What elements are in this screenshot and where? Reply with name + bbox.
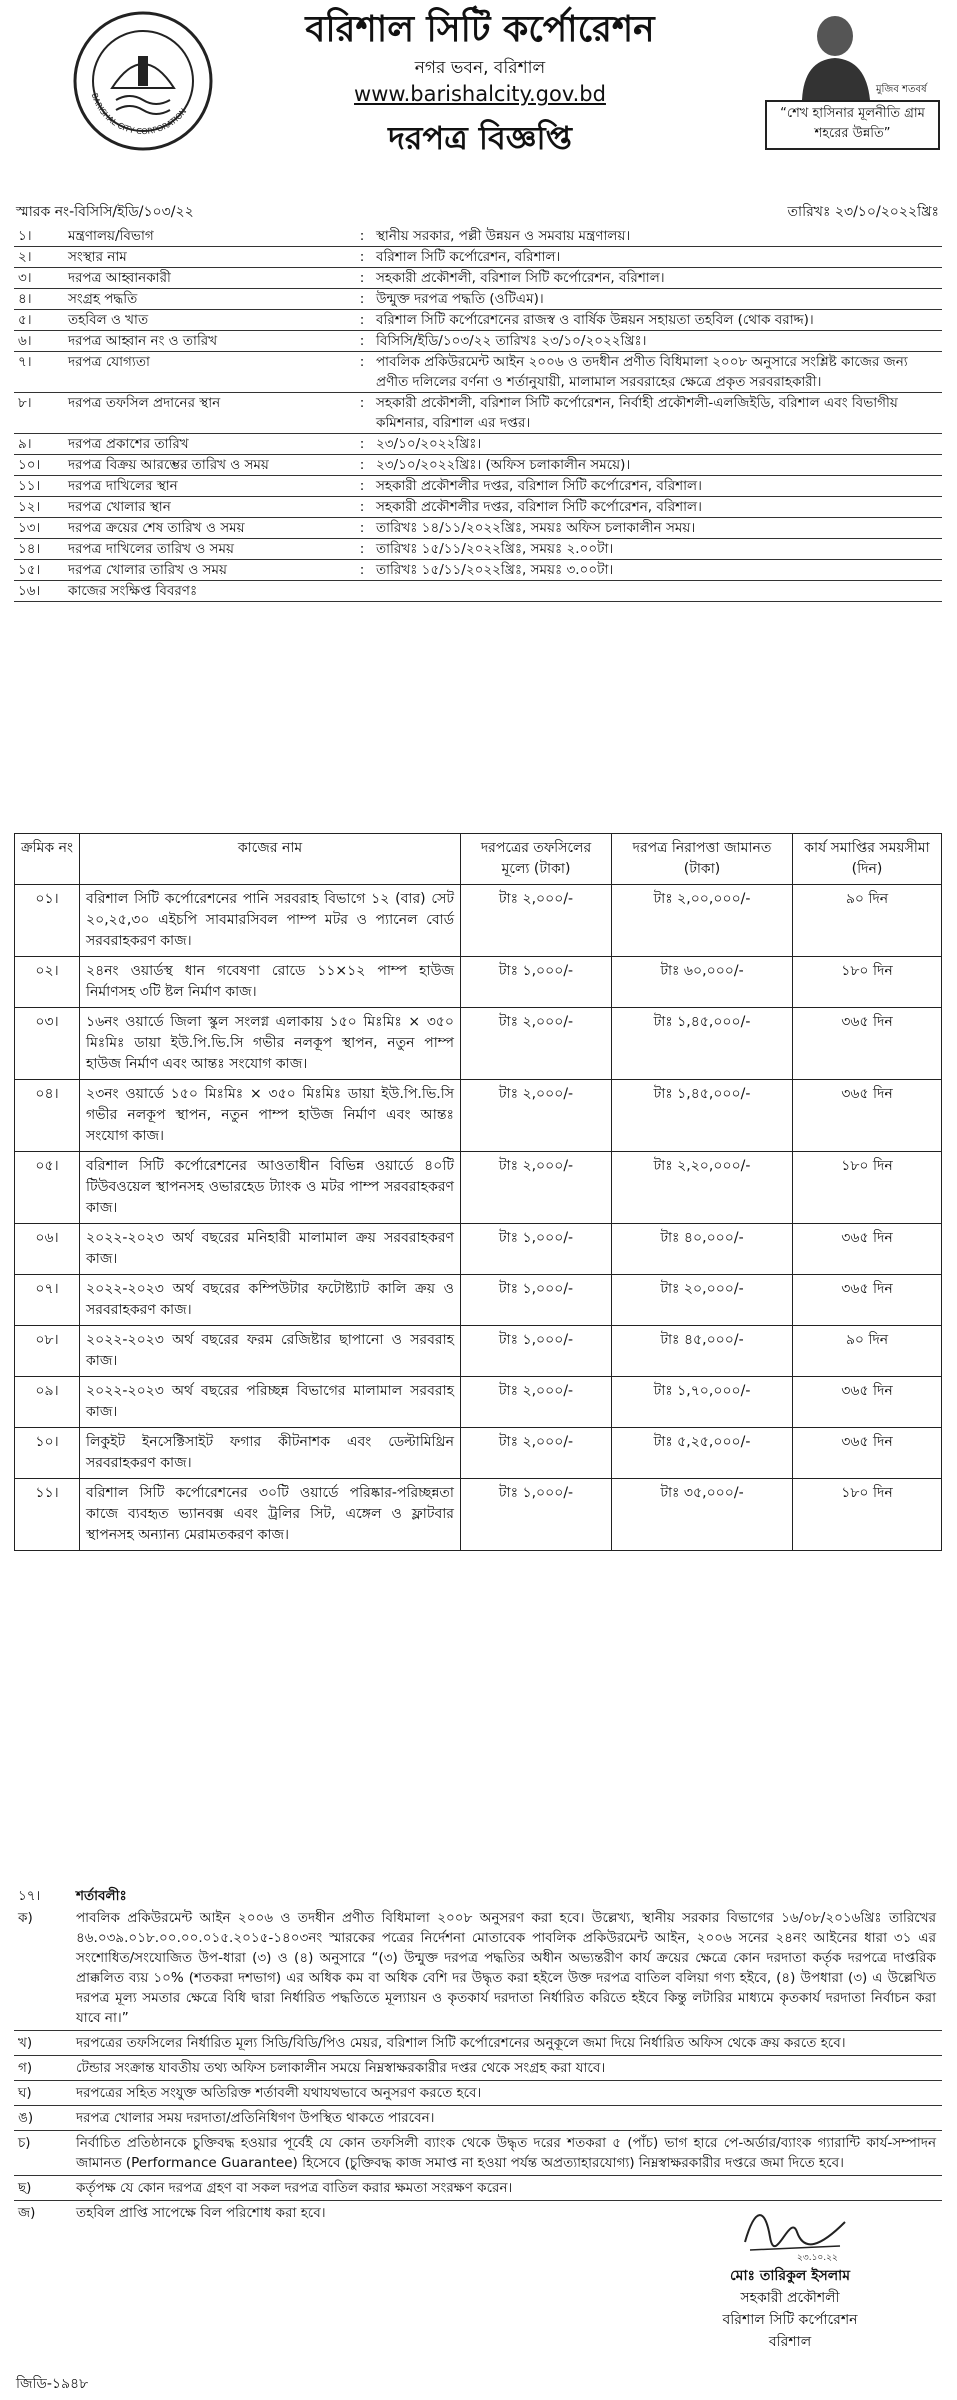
condition-marker: জ) xyxy=(18,2205,36,2221)
info-row: ১৫। দরপত্র খোলার তারিখ ও সময় : তারিখঃ ১৫/১১/২০২২খ্রিঃ, সময়ঃ ৩.০০টা। xyxy=(14,560,942,581)
info-row: ২। সংস্থার নাম : বরিশাল সিটি কর্পোরেশন, বরিশাল। xyxy=(14,247,942,268)
info-number: ৯। xyxy=(18,436,32,452)
cell-serial: ০৪। xyxy=(15,1080,80,1152)
cell-security: টাঃ ১,৪৫,০০০/- xyxy=(612,1008,793,1080)
table-row xyxy=(15,1428,942,1479)
cell-security: টাঃ ৪৫,০০০/- xyxy=(612,1326,793,1377)
info-number: ৫। xyxy=(18,312,32,328)
city-corporation-logo xyxy=(72,10,214,152)
info-row: ৬। দরপত্র আহ্বান নং ও তারিখ : বিসিসি/ইডি/১০৩/২২ তারিখঃ ২৩/১০/২০২২খ্রিঃ। xyxy=(14,331,942,352)
website-link[interactable]: www.barishalcity.gov.bd xyxy=(354,82,606,106)
table-row xyxy=(15,1479,942,1551)
cell-time: ৩৬৫ দিন xyxy=(793,1008,942,1080)
cell-security: টাঃ ২,২০,০০০/- xyxy=(612,1152,793,1224)
info-number: ৬। xyxy=(18,333,32,349)
condition-marker: চ) xyxy=(18,2135,31,2151)
condition-text: কর্তৃপক্ষ যে কোন দরপত্র গ্রহণ বা সকল দরপত্র বাতিল করার ক্ষমতা সংরক্ষণ করেন। xyxy=(76,2180,513,2196)
svg-text:BARISHAL CITY CORPORATION: BARISHAL CITY CORPORATION xyxy=(89,92,189,137)
cell-work-name: ২৩নং ওয়ার্ডে ১৫০ মিঃমিঃ × ৩৫০ মিঃমিঃ ডায়া ইউ.পি.ভি.সি গভীর নলকূপ স্থাপন, নতুন পাম্প হাউজ নির্মাণ এবং আন্তঃ সংযোগ কাজ। xyxy=(80,1080,461,1152)
conditions-title: শর্তাবলীঃ xyxy=(76,1888,127,1904)
info-row: ১০। দরপত্র বিক্রয় আরম্ভের তারিখ ও সময় : ২৩/১০/২০২২খ্রিঃ। (অফিস চলাকালীন সময়ে)। xyxy=(14,455,942,476)
info-label: দরপত্র খোলার স্থান xyxy=(68,499,171,515)
cell-serial: ০৯। xyxy=(15,1377,80,1428)
cell-time: ৩৬৫ দিন xyxy=(793,1080,942,1152)
info-label: কাজের সংক্ষিপ্ত বিবরণঃ xyxy=(68,583,198,599)
conditions-heading xyxy=(14,1886,942,1906)
signature-block xyxy=(650,2265,930,2353)
info-number: ১৫। xyxy=(18,562,41,578)
cell-security: টাঃ ৫,২৫,০০০/- xyxy=(612,1428,793,1479)
memo-date: তারিখঃ ২৩/১০/২০২২খ্রিঃ xyxy=(787,204,939,220)
info-number: ১১। xyxy=(18,478,41,494)
info-row: ৯। দরপত্র প্রকাশের তারিখ : ২৩/১০/২০২২খ্রিঃ। xyxy=(14,434,942,455)
cell-security: টাঃ ২০,০০০/- xyxy=(612,1275,793,1326)
info-value: স্থানীয় সরকার, পল্লী উন্নয়ন ও সমবায় মন্ত্রণালয়। xyxy=(376,228,631,244)
info-row: ১৩। দরপত্র ক্রয়ের শেষ তারিখ ও সময় : তারিখঃ ১৪/১১/২০২২খ্রিঃ, সময়ঃ অফিস চলাকালীন সময়। xyxy=(14,518,942,539)
cell-work-name: ২০২২-২০২৩ অর্থ বছরের পরিচ্ছন্ন বিভাগের মালামাল সরবরাহ কাজ। xyxy=(80,1377,461,1428)
svg-text:২৩.১০.২২: ২৩.১০.২২ xyxy=(797,2253,838,2263)
info-label: দরপত্র ক্রয়ের শেষ তারিখ ও সময় xyxy=(68,520,245,536)
cell-work-name: ২০২২-২০২৩ অর্থ বছরের মনিহারী মালামাল ক্রয় সরবরাহকরণ কাজ। xyxy=(80,1224,461,1275)
cell-fee: টাঃ ১,০০০/- xyxy=(461,957,612,1008)
cell-work-name: লিকুইট ইনসেক্টিসাইট ফগার কীটনাশক এবং ডেল্টামিথ্রিন সরবরাহকরণ কাজ। xyxy=(80,1428,461,1479)
notice-title: দরপত্র বিজ্ঞপ্তি xyxy=(388,119,572,157)
info-label: দরপত্র খোলার তারিখ ও সময় xyxy=(68,562,227,578)
info-value xyxy=(348,581,942,601)
condition-item xyxy=(14,2176,942,2201)
cell-security: টাঃ ১,৪৫,০০০/- xyxy=(612,1080,793,1152)
signatory-org: বরিশাল সিটি কর্পোরেশন xyxy=(722,2312,858,2328)
cell-fee: টাঃ ২,০০০/- xyxy=(461,1377,612,1428)
condition-marker: খ) xyxy=(18,2035,33,2051)
cell-fee: টাঃ ২,০০০/- xyxy=(461,1428,612,1479)
cell-work-name: বরিশাল সিটি কর্পোরেশনের ৩০টি ওয়ার্ডে পরিষ্কার-পরিচ্ছন্নতা কাজে ব্যবহৃত ভ্যানবক্স এবং ট্রলির সিট, এঙ্গেল ও ফ্লাটবার স্থাপনসহ অন্যান্য মেরামতকরণ কাজ। xyxy=(80,1479,461,1551)
info-value: তারিখঃ ১৪/১১/২০২২খ্রিঃ, সময়ঃ অফিস চলাকালীন সময়। xyxy=(376,520,696,536)
portrait-image xyxy=(790,8,927,100)
info-label: দরপত্র দাখিলের তারিখ ও সময় xyxy=(68,541,234,557)
condition-item xyxy=(14,2081,942,2106)
table-row xyxy=(15,1377,942,1428)
cell-fee: টাঃ ১,০০০/- xyxy=(461,1224,612,1275)
cell-work-name: বরিশাল সিটি কর্পোরেশনের আওতাধীন বিভিন্ন ওয়ার্ডে ৪০টি টিউবওয়েল স্থাপনসহ ওভারহেড ট্যাংক ও মটর পাম্প সরবরাহকরণ কাজ। xyxy=(80,1152,461,1224)
cell-fee: টাঃ ২,০০০/- xyxy=(461,1080,612,1152)
condition-text: টেন্ডার সংক্রান্ত যাবতীয় তথ্য অফিস চলাকালীন সময়ে নিম্নস্বাক্ষরকারীর দপ্তর থেকে সংগ্রহ করা যাবে। xyxy=(76,2060,606,2076)
table-row xyxy=(15,1080,942,1152)
info-row xyxy=(14,581,942,602)
signatory-name: মোঃ তারিকুল ইসলাম xyxy=(729,2268,851,2284)
cell-time: ৩৬৫ দিন xyxy=(793,1428,942,1479)
info-value: তারিখঃ ১৫/১১/২০২২খ্রিঃ, সময়ঃ ৩.০০টা। xyxy=(376,562,614,578)
info-row: ৮। দরপত্র তফসিল প্রদানের স্থান : সহকারী প্রকৌশলী, বরিশাল সিটি কর্পোরেশন, নির্বাহী প্রকৌশলী-এলজিইডি, বরিশাল এবং বিভাগীয় কমিশনার, বরিশাল এর দপ্তর। xyxy=(14,393,942,434)
cell-time: ৯০ দিন xyxy=(793,885,942,957)
signature-scribble xyxy=(735,2202,855,2262)
info-label: দরপত্র বিক্রয় আরম্ভের তারিখ ও সময় xyxy=(68,457,269,473)
cell-time: ১৮০ দিন xyxy=(793,1479,942,1551)
table-row xyxy=(15,1275,942,1326)
condition-item xyxy=(14,2106,942,2131)
cell-serial: ০২। xyxy=(15,957,80,1008)
col-schedule-fee: দরপত্রের তফসিলের মূল্যে (টাকা) xyxy=(461,834,612,885)
cell-work-name: ২০২২-২০২৩ অর্থ বছরের কম্পিউটার ফটোষ্ট্যাট কালি ক্রয় ও সরবরাহকরণ কাজ। xyxy=(80,1275,461,1326)
info-number: ১৪। xyxy=(18,541,41,557)
signatory-city: বরিশাল xyxy=(768,2334,812,2350)
info-label: সংস্থার নাম xyxy=(68,249,127,265)
tender-info-list xyxy=(14,226,942,602)
info-label: দরপত্র তফসিল প্রদানের স্থান xyxy=(68,395,221,411)
cell-serial: ০৩। xyxy=(15,1008,80,1080)
conditions-section xyxy=(14,1886,942,2225)
info-label: দরপত্র আহ্বান নং ও তারিখ xyxy=(68,333,218,349)
cell-time: ৩৬৫ দিন xyxy=(793,1224,942,1275)
info-row: ১২। দরপত্র খোলার স্থান : সহকারী প্রকৌশলীর দপ্তর, বরিশাল সিটি কর্পোরেশন, বরিশাল। xyxy=(14,497,942,518)
condition-text: পাবলিক প্রকিউরমেন্ট আইন ২০০৬ ও তদধীন প্রণীত বিধিমালা ২০০৮ অনুসরণ করা হবে। উল্লেখ্য, স্থানীয় সরকার বিভাগের ১৬/০৮/২০১৬খ্রিঃ তারিখের ৪৬.০৩৯.০১৮.০০.০০.০১৫.২০১৫-১৪০৩নং স্মারকের পত্রের নির্দেশনা মোতাবেক পাবলিক প্রকিউরমেন্ট আইন, ২০০৬ সনের ২৪নং আইনের ধারা ৩১ এর সংশোধিত/সংযোজিত উপ-ধারা (৩) ও (৪) অনুসারে “(৩) উন্মুক্ত দরপত্র পদ্ধতির অধীন অভ্যন্তরীণ কার্য ক্রয়ের ক্ষেত্রে কোন দরদাতা কর্তৃক দরপত্রে দাপ্তরিক প্রাক্কলিত ব্যয় ১০% (শতকরা দশভাগ) এর অধিক কম বা অধিক বেশি দর উদ্ধৃত করা হইলে উক্ত দরপত্র বাতিল বলিয়া গণ্য হইবে, (৪) উপধারা (৩) এ উল্লেখিত দরপত্র মূল্য সমতার ক্ষেত্রে বিধি দ্বারা নির্ধারিত পদ্ধতিতে মূল্যায়ন ও কৃতকার্য দরদাতা নির্ধারিত করিতে হইবে কিন্তু লটারির মাধ্যমে কৃতকার্য দরদাতা নির্বাচন করা যাবে না।” xyxy=(76,1910,936,2026)
condition-marker: ছ) xyxy=(18,2180,32,2196)
info-number: ১। xyxy=(18,228,32,244)
col-work-name: কাজের নাম xyxy=(80,834,461,885)
info-label: সংগ্রহ পদ্ধতি xyxy=(68,291,138,307)
info-row: ১৪। দরপত্র দাখিলের তারিখ ও সময় : তারিখঃ ১৫/১১/২০২২খ্রিঃ, সময়ঃ ২.০০টা। xyxy=(14,539,942,560)
cell-fee: টাঃ ১,০০০/- xyxy=(461,1326,612,1377)
info-label: দরপত্র প্রকাশের তারিখ xyxy=(68,436,189,452)
table-row xyxy=(15,1224,942,1275)
table-row xyxy=(15,885,942,957)
condition-item xyxy=(14,2131,942,2176)
cell-time: ১৮০ দিন xyxy=(793,1152,942,1224)
col-serial: ক্রমিক নং xyxy=(15,834,80,885)
cell-serial: ০৮। xyxy=(15,1326,80,1377)
info-value: বিসিসি/ইডি/১০৩/২২ তারিখঃ ২৩/১০/২০২২খ্রিঃ। xyxy=(376,333,647,349)
header-block xyxy=(260,6,700,160)
info-value: তারিখঃ ১৫/১১/২০২২খ্রিঃ, সময়ঃ ২.০০টা। xyxy=(376,541,614,557)
info-value: সহকারী প্রকৌশলী, বরিশাল সিটি কর্পোরেশন, বরিশাল। xyxy=(376,270,665,286)
cell-time: ৯০ দিন xyxy=(793,1326,942,1377)
info-row: ১১। দরপত্র দাখিলের স্থান : সহকারী প্রকৌশলীর দপ্তর, বরিশাল সিটি কর্পোরেশন, বরিশাল। xyxy=(14,476,942,497)
col-completion-time: কার্য সমাপ্তির সময়সীমা (দিন) xyxy=(793,834,942,885)
info-value: বরিশাল সিটি কর্পোরেশনের রাজস্ব ও বার্ষিক উন্নয়ন সহায়তা তহবিল (থোক বরাদ্দ)। xyxy=(376,312,814,328)
cell-security: টাঃ ৬০,০০০/- xyxy=(612,957,793,1008)
slogan-box: “শেখ হাসিনার মূলনীতি গ্রাম শহরের উন্নতি” xyxy=(765,100,940,150)
condition-text: দরপত্রের তফসিলের নির্ধারিত মূল্য সিডি/বিডি/পিও মেয়র, বরিশাল সিটি কর্পোরেশনের অনুকূলে জমা দিয়ে নির্ধারিত অফিস থেকে ক্রয় করতে হবে। xyxy=(76,2035,846,2051)
conditions-number: ১৭। xyxy=(18,1888,41,1904)
condition-item xyxy=(14,2031,942,2056)
cell-fee: টাঃ ২,০০০/- xyxy=(461,1008,612,1080)
info-number: ১৩। xyxy=(18,520,41,536)
cell-serial: ০৬। xyxy=(15,1224,80,1275)
condition-marker: ক) xyxy=(18,1910,33,1926)
cell-serial: ১১। xyxy=(15,1479,80,1551)
cell-fee: টাঃ ১,০০০/- xyxy=(461,1479,612,1551)
condition-marker: ঘ) xyxy=(18,2085,32,2101)
cell-fee: টাঃ ১,০০০/- xyxy=(461,1275,612,1326)
condition-text: দরপত্রের সহিত সংযুক্ত অতিরিক্ত শর্তাবলী যথাযথভাবে অনুসরণ করতে হবে। xyxy=(76,2085,482,2101)
condition-text: তহবিল প্রাপ্তি সাপেক্ষে বিল পরিশোধ করা হবে। xyxy=(76,2205,326,2221)
info-value: সহকারী প্রকৌশলীর দপ্তর, বরিশাল সিটি কর্পোরেশন, বরিশাল। xyxy=(376,499,702,515)
info-value: সহকারী প্রকৌশলীর দপ্তর, বরিশাল সিটি কর্পোরেশন, বরিশাল। xyxy=(376,478,702,494)
cell-serial: ০৫। xyxy=(15,1152,80,1224)
condition-marker: গ) xyxy=(18,2060,33,2076)
memo-number: স্মারক নং-বিসিসি/ইডি/১০৩/২২ xyxy=(16,204,194,220)
info-number: ৩। xyxy=(18,270,32,286)
table-row xyxy=(15,957,942,1008)
cell-security: টাঃ ৪০,০০০/- xyxy=(612,1224,793,1275)
signatory-designation: সহকারী প্রকৌশলী xyxy=(740,2290,840,2306)
info-row: ৫। তহবিল ও খাত : বরিশাল সিটি কর্পোরেশনের রাজস্ব ও বার্ষিক উন্নয়ন সহায়তা তহবিল (থোক বরাদ্দ)। xyxy=(14,310,942,331)
cell-security: টাঃ ২,০০,০০০/- xyxy=(612,885,793,957)
info-row: ৭। দরপত্র যোগ্যতা : পাবলিক প্রকিউরমেন্ট আইন ২০০৬ ও তদধীন প্রণীত বিধিমালা ২০০৮ অনুসারে সংশ্লিষ্ট কাজের জন্য প্রণীত দলিলের বর্ণনা ও শর্তানুযায়ী, মালামাল সরবরাহের ক্ষেত্রে প্রকৃত সরবরাহকারী। xyxy=(14,352,942,393)
info-number: ১২। xyxy=(18,499,41,515)
info-label: মন্ত্রণালয়/বিভাগ xyxy=(68,228,154,244)
org-title: বরিশাল সিটি কর্পোরেশন xyxy=(305,8,655,50)
info-value: ২৩/১০/২০২২খ্রিঃ। (অফিস চলাকালীন সময়ে)। xyxy=(376,457,631,473)
condition-item xyxy=(14,2056,942,2081)
cell-work-name: ২৪নং ওয়ার্ডস্থ ধান গবেষণা রোডে ১১×১২ পাম্প হাউজ নির্মাণসহ ৩টি ষ্টল নির্মাণ কাজ। xyxy=(80,957,461,1008)
info-number: ৪। xyxy=(18,291,32,307)
cell-fee: টাঃ ২,০০০/- xyxy=(461,1152,612,1224)
info-number: ৭। xyxy=(18,354,32,370)
info-label: তহবিল ও খাত xyxy=(68,312,149,328)
condition-marker: ঙ) xyxy=(18,2110,34,2126)
cell-work-name: ১৬নং ওয়ার্ডে জিলা স্কুল সংলগ্ন এলাকায় ১৫০ মিঃমিঃ × ৩৫০ মিঃমিঃ ডায়া ইউ.পি.ভি.সি গভীর নলকূপ স্থাপন, নতুন পাম্প হাউজ নির্মাণ এবং আন্তঃ সংযোগ কাজ। xyxy=(80,1008,461,1080)
gd-number: জিডি-১৯৪৮ xyxy=(16,2376,89,2392)
info-row: ৩। দরপত্র আহ্বানকারী : সহকারী প্রকৌশলী, বরিশাল সিটি কর্পোরেশন, বরিশাল। xyxy=(14,268,942,289)
table-row xyxy=(15,1008,942,1080)
svg-text:মুজিব শতবর্ষ: মুজিব শতবর্ষ xyxy=(876,84,927,95)
cell-serial: ১০। xyxy=(15,1428,80,1479)
cell-serial: ০৭। xyxy=(15,1275,80,1326)
info-value: ২৩/১০/২০২২খ্রিঃ। xyxy=(376,436,482,452)
info-number: ৮। xyxy=(18,395,32,411)
info-label: দরপত্র দাখিলের স্থান xyxy=(68,478,178,494)
table-row xyxy=(15,1326,942,1377)
info-row: ৪। সংগ্রহ পদ্ধতি : উন্মুক্ত দরপত্র পদ্ধতি (ওটিএম)। xyxy=(14,289,942,310)
col-security: দরপত্র নিরাপত্তা জামানত (টাকা) xyxy=(612,834,793,885)
org-address: নগর ভবন, বরিশাল xyxy=(414,58,546,78)
cell-work-name: বরিশাল সিটি কর্পোরেশনের পানি সরবরাহ বিভাগে ১২ (বার) সেট ২০,২৫,৩০ এইচপি সাবমারসিবল পাম্প মটর ও প্যানেল বোর্ড সরবরাহকরণ কাজ। xyxy=(80,885,461,957)
cell-security: টাঃ ৩৫,০০০/- xyxy=(612,1479,793,1551)
info-value: পাবলিক প্রকিউরমেন্ট আইন ২০০৬ ও তদধীন প্রণীত বিধিমালা ২০০৮ অনুসারে সংশ্লিষ্ট কাজের জন্য প্রণীত দলিলের বর্ণনা ও শর্তানুযায়ী, মালামাল সরবরাহের ক্ষেত্রে প্রকৃত সরবরাহকারী। xyxy=(376,354,908,390)
condition-item xyxy=(14,1906,942,2031)
cell-time: ১৮০ দিন xyxy=(793,957,942,1008)
condition-text: দরপত্র খোলার সময় দরদাতা/প্রতিনিধিগণ উপস্থিত থাকতে পারবেন। xyxy=(76,2110,435,2126)
cell-serial: ০১। xyxy=(15,885,80,957)
cell-work-name: ২০২২-২০২৩ অর্থ বছরের ফরম রেজিষ্টার ছাপানো ও সরবরাহ কাজ। xyxy=(80,1326,461,1377)
info-value: উন্মুক্ত দরপত্র পদ্ধতি (ওটিএম)। xyxy=(376,291,544,307)
cell-time: ৩৬৫ দিন xyxy=(793,1377,942,1428)
info-number: ২। xyxy=(18,249,32,265)
table-header-row xyxy=(15,834,942,885)
cell-security: টাঃ ১,৭০,০০০/- xyxy=(612,1377,793,1428)
info-label: দরপত্র আহ্বানকারী xyxy=(68,270,171,286)
works-table xyxy=(14,833,942,1551)
condition-text: নির্বাচিত প্রতিষ্ঠানকে চুক্তিবদ্ধ হওয়ার পূর্বেই যে কোন তফসিলী ব্যাংক থেকে উদ্ধৃত দরের শতকরা ৫ (পাঁচ) ভাগ হারে পে-অর্ডার/ব্যাংক গ্যারান্টি কার্য-সম্পাদন জামানত (Performance Guarantee) হিসেবে (চুক্তিবদ্ধ কাজ সমাপ্ত না হওয়া পর্যন্ত অপ্রত্যাহারযোগ্য) নিম্নস্বাক্ষরকারীর দপ্তরে জমা দিতে হবে। xyxy=(76,2135,936,2171)
info-number: ১৬। xyxy=(18,583,41,599)
table-row xyxy=(15,1152,942,1224)
info-value: সহকারী প্রকৌশলী, বরিশাল সিটি কর্পোরেশন, নির্বাহী প্রকৌশলী-এলজিইডি, বরিশাল এবং বিভাগীয় কমিশনার, বরিশাল এর দপ্তর। xyxy=(376,395,898,431)
cell-time: ৩৬৫ দিন xyxy=(793,1275,942,1326)
info-number: ১০। xyxy=(18,457,41,473)
info-label: দরপত্র যোগ্যতা xyxy=(68,354,150,370)
info-value: বরিশাল সিটি কর্পোরেশন, বরিশাল। xyxy=(376,249,561,265)
cell-fee: টাঃ ২,০০০/- xyxy=(461,885,612,957)
info-row: ১। মন্ত্রণালয়/বিভাগ : স্থানীয় সরকার, পল্লী উন্নয়ন ও সমবায় মন্ত্রণালয়। xyxy=(14,226,942,247)
